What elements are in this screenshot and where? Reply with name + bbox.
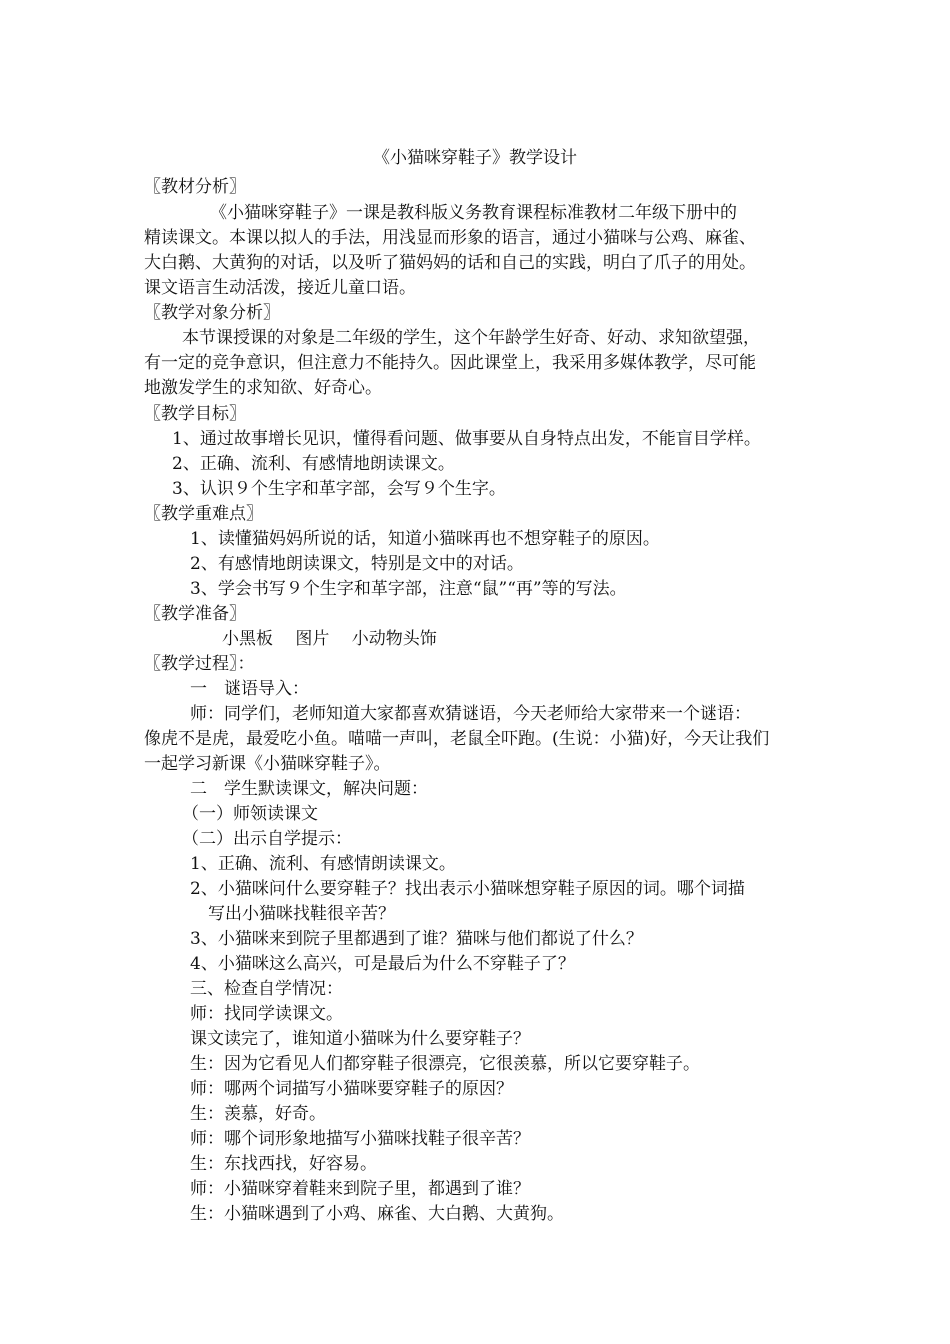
dialogue-line: 生：东找西找，好容易。 xyxy=(190,1154,377,1174)
material-analysis-line: 《小猫咪穿鞋子》一课是教科版义务教育课程标准教材二年级下册中的 xyxy=(210,203,737,223)
process-step-heading: 一 谜语导入： xyxy=(190,679,309,699)
document-title: 《小猫咪穿鞋子》教学设计 xyxy=(373,148,577,168)
material-analysis-line: 精读课文。本课以拟人的手法，用浅显而形象的语言，通过小猫咪与公鸡、麻雀、 xyxy=(144,228,756,248)
goal-item: 1、通过故事增长见识，懂得看问题、做事要从自身特点出发，不能盲目学样。 xyxy=(172,429,761,449)
process-step-heading: 二 学生默读课文，解决问题： xyxy=(190,779,428,799)
dialogue-line: 生：羡慕，好奇。 xyxy=(190,1104,326,1124)
material-analysis-line: 大白鹅、大黄狗的对话，以及听了猫妈妈的话和自己的实践，明白了爪子的用处。 xyxy=(144,253,756,273)
process-step-heading: 三、检查自学情况： xyxy=(190,979,343,999)
prompt-item: 1、正确、流利、有感情朗读课文。 xyxy=(190,854,456,874)
dialogue-line: 生：小猫咪遇到了小鸡、麻雀、大白鹅、大黄狗。 xyxy=(190,1204,564,1224)
dialogue-line: 师：哪两个词描写小猫咪要穿鞋子的原因？ xyxy=(190,1079,513,1099)
dialogue-line: 课文读完了，谁知道小猫咪为什么要穿鞋子？ xyxy=(190,1029,530,1049)
section-heading-key-points: 〖教学重难点〗 xyxy=(144,504,263,524)
audience-analysis-line: 有一定的竞争意识，但注意力不能持久。因此课堂上，我采用多媒体教学，尽可能 xyxy=(144,353,756,373)
audience-analysis-line: 地激发学生的求知欲、好奇心。 xyxy=(144,378,382,398)
dialogue-line: 师：哪个词形象地描写小猫咪找鞋子很辛苦？ xyxy=(190,1129,530,1149)
section-heading-preparation: 〖教学准备〗 xyxy=(144,604,246,624)
goal-item: 2、正确、流利、有感情地朗读课文。 xyxy=(172,454,455,474)
dialogue-line: 师：小猫咪穿着鞋来到院子里，都遇到了谁？ xyxy=(190,1179,530,1199)
goal-item: 3、认识９个生字和革字部，会写９个生字。 xyxy=(172,479,506,499)
prompt-item-continued: 写出小猫咪找鞋很辛苦？ xyxy=(208,904,395,924)
key-point-item: 1、读懂猫妈妈所说的话，知道小猫咪再也不想穿鞋子的原因。 xyxy=(190,529,660,549)
dialogue-line: 师：找同学读课文。 xyxy=(190,1004,343,1024)
process-sub-heading: （一）师领读课文 xyxy=(182,804,318,824)
process-paragraph-line: 师：同学们，老师知道大家都喜欢猜谜语，今天老师给大家带来一个谜语： xyxy=(190,704,751,724)
section-heading-material-analysis: 〖教材分析〗 xyxy=(144,177,246,197)
key-point-item: 3、学会书写９个生字和革字部，注意“鼠”“再”等的写法。 xyxy=(190,579,627,599)
dialogue-line: 生：因为它看见人们都穿鞋子很漂亮，它很羡慕，所以它要穿鞋子。 xyxy=(190,1054,700,1074)
process-paragraph-line: 像虎不是虎，最爱吃小鱼。喵喵一声叫，老鼠全吓跑。(生说：小猫)好，今天让我们 xyxy=(144,729,770,749)
material-analysis-line: 课文语言生动活泼，接近儿童口语。 xyxy=(144,278,416,298)
section-heading-goals: 〖教学目标〗 xyxy=(144,404,246,424)
section-heading-process: 〖教学过程〗： xyxy=(144,654,255,674)
section-heading-audience-analysis: 〖教学对象分析〗 xyxy=(144,303,280,323)
prompt-item: 2、小猫咪问什么要穿鞋子？找出表示小猫咪想穿鞋子原因的词。哪个词描 xyxy=(190,879,745,899)
process-sub-heading: （二）出示自学提示： xyxy=(182,829,352,849)
preparation-content: 小黑板 图片 小动物头饰 xyxy=(222,629,437,649)
prompt-item: 3、小猫咪来到院子里都遇到了谁？猫咪与他们都说了什么？ xyxy=(190,929,643,949)
audience-analysis-line: 本节课授课的对象是二年级的学生，这个年龄学生好奇、好动、求知欲望强， xyxy=(182,328,760,348)
prompt-item: 4、小猫咪这么高兴，可是最后为什么不穿鞋子了？ xyxy=(190,954,575,974)
process-paragraph-line: 一起学习新课《小猫咪穿鞋子》。 xyxy=(144,754,391,774)
key-point-item: 2、有感情地朗读课文，特别是文中的对话。 xyxy=(190,554,524,574)
